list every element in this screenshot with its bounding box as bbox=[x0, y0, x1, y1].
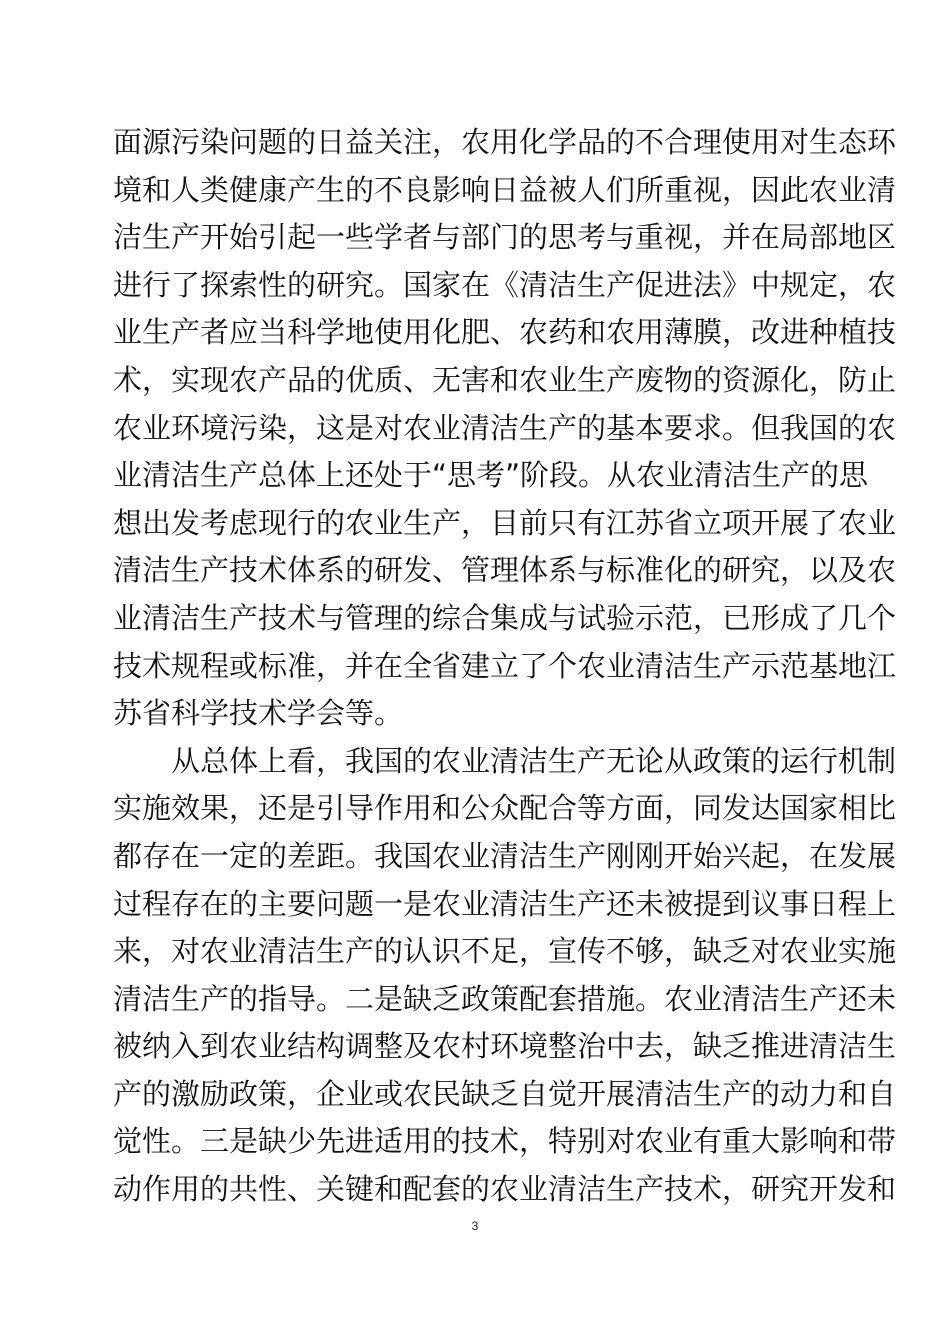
text-line: 觉性。三是缺少先进适用的技术，特别对农业有重大影响和带 bbox=[113, 1124, 897, 1159]
text-line: 想出发考虑现行的农业生产，目前只有江苏省立项开展了农业 bbox=[113, 505, 897, 540]
text-line: 都存在一定的差距。我国农业清洁生产刚刚开始兴起，在发展 bbox=[113, 838, 897, 873]
page-number: 3 bbox=[471, 1219, 479, 1233]
text-line: 术，实现农产品的优质、无害和农业生产废物的资源化，防止 bbox=[113, 362, 897, 397]
text-line: 业清洁生产总体上还处于“思考”阶段。从农业清洁生产的思 bbox=[113, 458, 869, 493]
text-line: 技术规程或标准，并在全省建立了个农业清洁生产示范基地江 bbox=[113, 648, 897, 683]
text-line: 面源污染问题的日益关注，农用化学品的不合理使用对生态环 bbox=[113, 125, 897, 159]
paragraph-1 bbox=[113, 119, 897, 738]
text-line: 来，对农业清洁生产的认识不足，宣传不够，缺乏对农业实施 bbox=[113, 934, 897, 969]
text-line: 从总体上看，我国的农业清洁生产无论从政策的运行机制 bbox=[171, 743, 897, 778]
text-line: 业生产者应当科学地使用化肥、农药和农用薄膜，改进种植技 bbox=[113, 315, 897, 350]
text-line: 农业环境污染，这是对农业清洁生产的基本要求。但我国的农 bbox=[113, 410, 897, 445]
text-line: 境和人类健康产生的不良影响日益被人们所重视，因此农业清 bbox=[113, 172, 897, 207]
paragraph-2 bbox=[113, 738, 897, 1214]
text-line: 清洁生产的指导。二是缺乏政策配套措施。农业清洁生产还未 bbox=[113, 981, 897, 1016]
text-line: 苏省科学技术学会等。 bbox=[113, 696, 404, 731]
text-line: 洁生产开始引起一些学者与部门的思考与重视，并在局部地区 bbox=[113, 220, 897, 255]
text-line: 动作用的共性、关键和配套的农业清洁生产技术，研究开发和 bbox=[113, 1172, 897, 1207]
text-line: 实施效果，还是引导作用和公众配合等方面，同发达国家相比 bbox=[113, 791, 897, 826]
body-text bbox=[113, 119, 897, 1214]
text-line: 被纳入到农业结构调整及农村环境整治中去，缺乏推进清洁生 bbox=[113, 1029, 897, 1064]
text-line: 业清洁生产技术与管理的综合集成与试验示范，已形成了几个 bbox=[113, 600, 897, 635]
text-line: 进行了探索性的研究。国家在《清洁生产促进法》中规定，农 bbox=[113, 267, 897, 302]
text-line: 清洁生产技术体系的研发、管理体系与标准化的研究，以及农 bbox=[113, 553, 897, 588]
text-line: 过程存在的主要问题一是农业清洁生产还未被提到议事日程上 bbox=[113, 886, 897, 921]
text-line: 产的激励政策，企业或农民缺乏自觉开展清洁生产的动力和自 bbox=[113, 1076, 897, 1111]
